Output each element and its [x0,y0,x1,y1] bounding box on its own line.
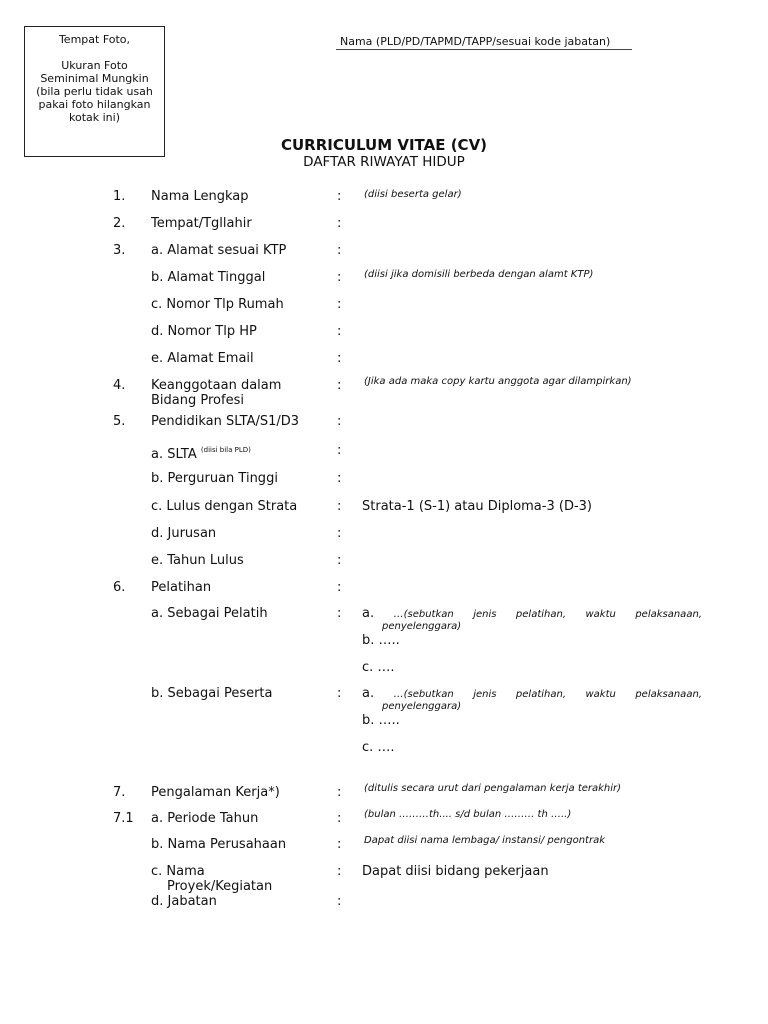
training-item-b: b. ….. [362,633,400,648]
photo-box-line: Seminimal Mungkin [40,72,149,85]
item-number: 2. [113,216,126,231]
field-label-perguruan-tinggi: b. Perguruan Tinggi [151,471,278,486]
colon: : [337,526,342,541]
colon: : [337,243,342,258]
colon: : [337,811,342,826]
training-word: waktu [585,689,616,700]
colon: : [337,686,342,701]
item-number: 6. [113,580,126,595]
field-label-sebagai-peserta: b. Sebagai Peserta [151,686,273,701]
colon: : [337,471,342,486]
field-label-nama-lengkap: Nama Lengkap [151,189,249,204]
colon: : [337,894,342,909]
field-note: (diisi beserta gelar) [364,189,462,200]
field-label-pengalaman-kerja: Pengalaman Kerja*) [151,785,280,800]
photo-box-line: (bila perlu tidak usah [36,85,153,98]
colon: : [337,837,342,852]
field-note: (Jika ada maka copy kartu anggota agar dilampirkan) [364,376,632,387]
field-label-periode-tahun: a. Periode Tahun [151,811,259,826]
colon: : [337,270,342,285]
field-label-tlp-hp: d. Nomor Tlp HP [151,324,257,339]
field-label-keanggotaan: Keanggotaan dalam [151,378,282,393]
training-marker: a. [362,606,375,621]
colon: : [337,414,342,429]
training-item-a-continuation: penyelenggara) [382,621,462,632]
photo-box-line: pakai foto hilangkan [38,98,151,111]
field-note: (bulan ………th.... s/d bulan ……… th …..) [364,809,572,820]
field-value-strata: Strata-1 (S-1) atau Diploma-3 (D-3) [362,499,592,514]
item-number: 5. [113,414,126,429]
field-label-keanggotaan-line2: Bidang Profesi [151,393,244,408]
colon: : [337,378,342,393]
colon: : [337,297,342,312]
training-list-pelatih [362,606,702,632]
training-item-a [362,686,702,701]
training-word: pelaksanaan, [635,689,702,700]
training-word: pelatihan, [515,689,567,700]
training-word: jenis [473,689,497,700]
field-label-tlp-rumah: c. Nomor Tlp Rumah [151,297,284,312]
colon: : [337,606,342,621]
name-header-label: Nama (PLD/PD/TAPMD/TAPP/sesuai kode jabatan) [340,35,611,48]
slta-label-text: a. SLTA [151,447,197,462]
colon: : [337,553,342,568]
field-label-nama-perusahaan: b. Nama Perusahaan [151,837,287,852]
photo-box-title: Tempat Foto, [58,33,131,46]
field-note: Dapat diisi nama lembaga/ instansi/ pengontrak [364,835,606,846]
photo-box-line: Ukuran Foto [61,59,128,72]
document-title: CURRICULUM VITAE (CV) [280,136,488,154]
colon: : [337,864,342,879]
item-number: 1. [113,189,126,204]
field-label-lulus-strata: c. Lulus dengan Strata [151,499,298,514]
field-label-jabatan: d. Jabatan [151,894,217,909]
field-label-pelatihan: Pelatihan [151,580,212,595]
field-value-bidang-pekerjaan: Dapat diisi bidang pekerjaan [362,864,549,879]
field-label-email: e. Alamat Email [151,351,254,366]
training-item-a-continuation: penyelenggara) [382,701,462,712]
training-item-a [362,606,702,621]
colon: : [337,785,342,800]
field-label-sebagai-pelatih: a. Sebagai Pelatih [151,606,268,621]
field-label-alamat-tinggal: b. Alamat Tinggal [151,270,266,285]
colon: : [337,189,342,204]
training-item-c: c. …. [362,660,395,675]
field-label-slta [151,443,251,462]
training-item-c: c. …. [362,740,395,755]
field-note: (ditulis secara urut dari pengalaman kerja terakhir) [364,783,622,794]
training-word: …(sebutkan [393,689,454,700]
field-label-nama-proyek: c. Nama [151,864,205,879]
colon: : [337,499,342,514]
document-subtitle: DAFTAR RIWAYAT HIDUP [303,154,465,170]
field-label-jurusan: d. Jurusan [151,526,217,541]
colon: : [337,351,342,366]
field-label-pendidikan: Pendidikan SLTA/S1/D3 [151,414,300,429]
training-marker: a. [362,686,375,701]
colon: : [337,443,342,458]
field-label-tempat-tgl-lahir: Tempat/Tgllahir [151,216,252,231]
training-word: pelaksanaan, [635,609,702,620]
field-note: (diisi jika domisili berbeda dengan alamt KTP) [364,269,594,280]
slta-superscript-note: (diisi bila PLD) [200,446,251,454]
field-label-alamat-ktp: a. Alamat sesuai KTP [151,243,287,258]
item-number: 7.1 [113,811,134,826]
colon: : [337,324,342,339]
colon: : [337,580,342,595]
training-word: waktu [585,609,616,620]
field-label-nama-proyek-line2: Proyek/Kegiatan [167,879,273,894]
name-underline [336,49,632,50]
item-number: 3. [113,243,126,258]
training-list-peserta [362,686,702,712]
training-word: pelatihan, [515,609,567,620]
training-word: …(sebutkan [393,609,454,620]
training-item-b: b. ….. [362,713,400,728]
training-word: jenis [473,609,497,620]
item-number: 4. [113,378,126,393]
photo-box-line: kotak ini) [68,111,120,124]
item-number: 7. [113,785,126,800]
colon: : [337,216,342,231]
field-label-tahun-lulus: e. Tahun Lulus [151,553,244,568]
